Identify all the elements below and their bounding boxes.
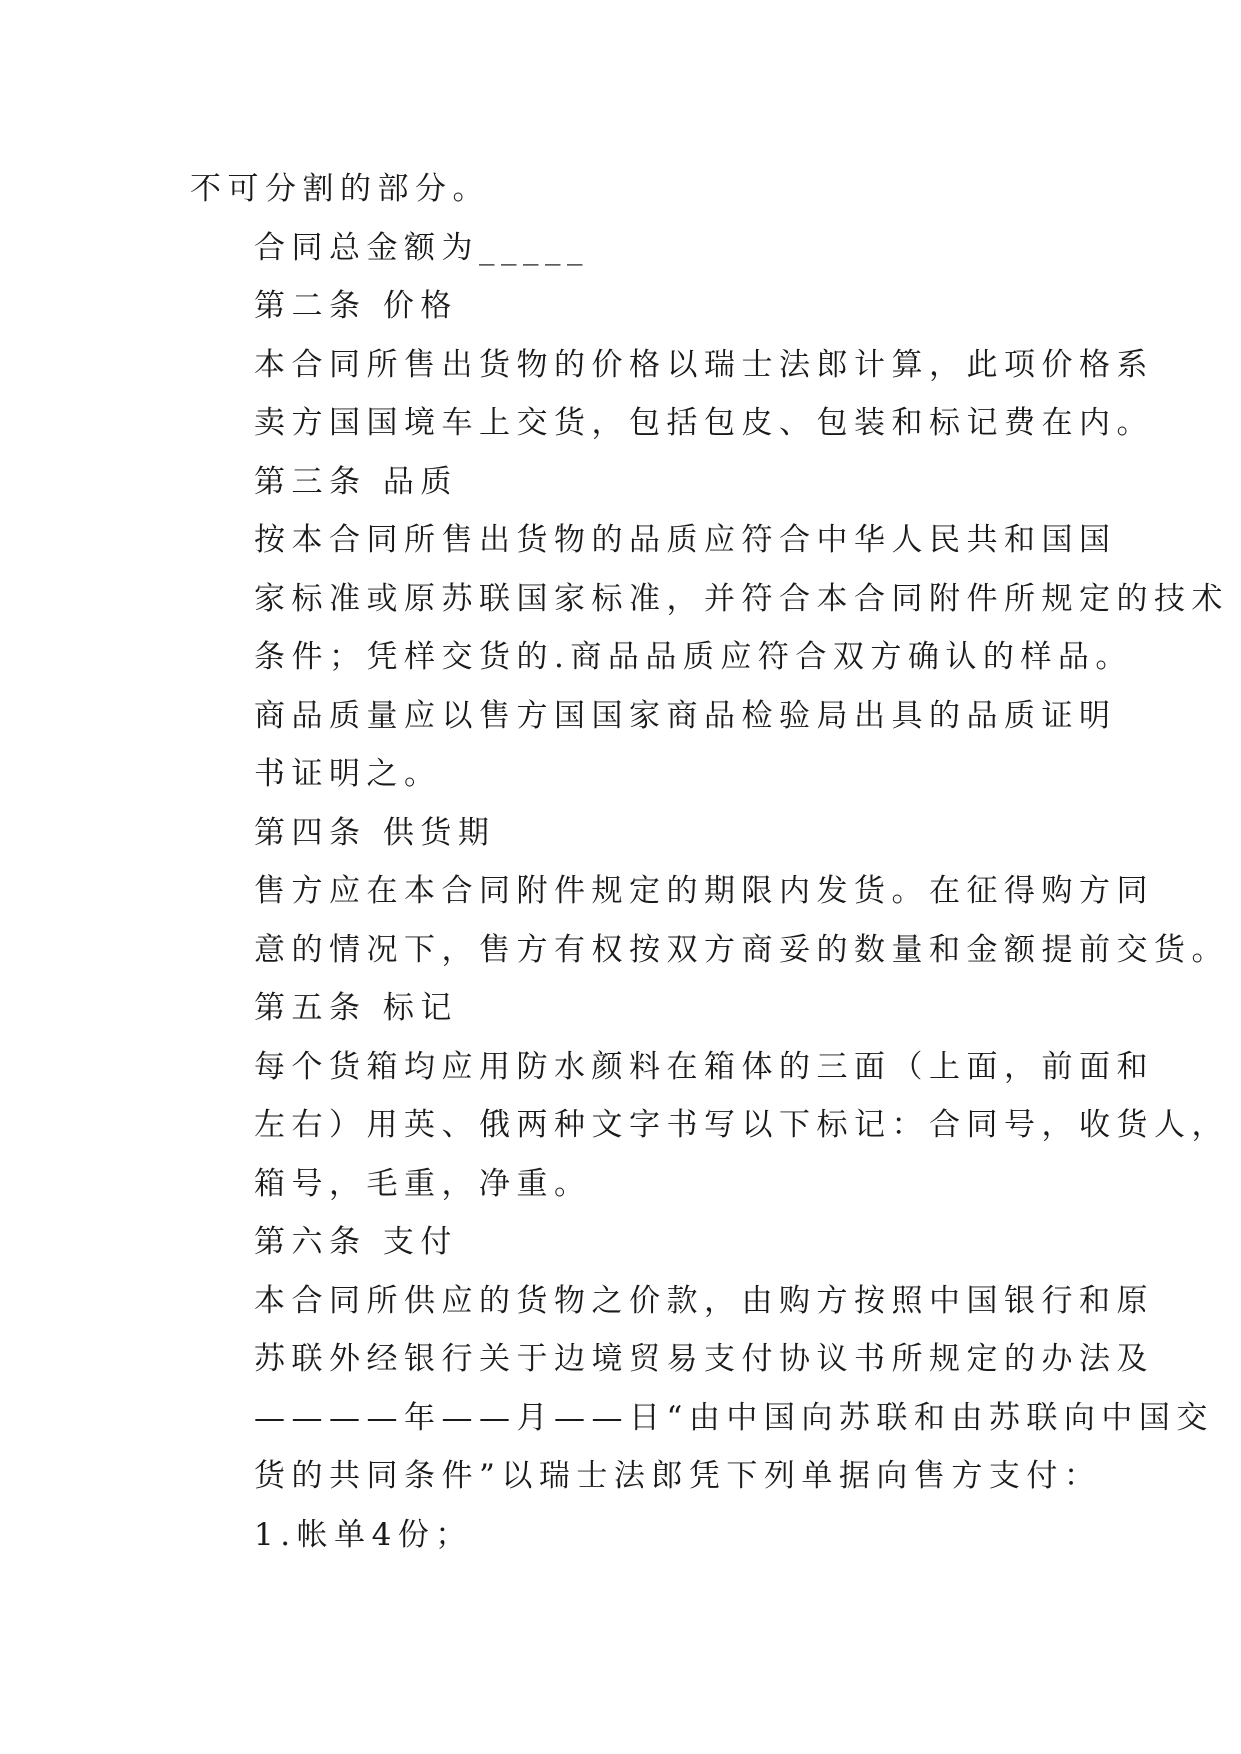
text-line: 第三条 品质: [254, 463, 458, 500]
paragraph-p10: [190, 979, 1070, 1038]
text-line: 意的情况下，售方有权按双方商妥的数量和金额提前交货。: [254, 931, 1229, 968]
paragraph-p05: [190, 453, 1070, 512]
text-line: 每个货箱均应用防水颜料在箱体的三面（上面，前面和: [254, 1048, 1154, 1085]
paragraph-p04: [190, 336, 1154, 453]
text-line: 本合同所供应的货物之价款，由购方按照中国银行和原: [254, 1282, 1154, 1319]
paragraph-p09: [190, 862, 1229, 979]
document-page: [190, 160, 1229, 1564]
text-line: 不可分割的部分。: [190, 171, 490, 207]
paragraph-p06: [190, 511, 1229, 687]
text-line: ————年——月——日“由中国向苏联和由苏联向中国交: [254, 1399, 1214, 1436]
text-line: 合同总金额为_____: [254, 229, 589, 266]
text-line: 1.帐单4份；: [254, 1516, 473, 1553]
text-line: 卖方国国境车上交货，包括包皮、包装和标记费在内。: [254, 405, 1154, 441]
text-line: 第五条 标记: [254, 990, 458, 1026]
text-line: 售方应在本合同附件规定的期限内发货。在征得购方同: [254, 873, 1154, 909]
text-line: 本合同所售出货物的价格以瑞士法郎计算，此项价格系: [254, 346, 1154, 383]
text-line: 第二条 价格: [254, 288, 458, 324]
paragraph-p13: [190, 1272, 1214, 1506]
paragraph-p11: [190, 1038, 1229, 1214]
text-line: 第六条 支付: [254, 1224, 458, 1260]
text-line: 商品质量应以售方国国家商品检验局出具的品质证明: [254, 697, 1117, 734]
text-line: 按本合同所售出货物的品质应符合中华人民共和国国: [254, 522, 1117, 558]
paragraph-p02: [190, 219, 1070, 278]
text-line: 货的共同条件”以瑞士法郎凭下列单据向售方支付：: [254, 1458, 1102, 1494]
paragraph-p12: [190, 1213, 1070, 1272]
text-line: 箱号，毛重，净重。: [254, 1165, 592, 1202]
paragraph-p08: [190, 804, 1070, 863]
paragraph-p07: [190, 687, 1117, 804]
text-line: 左右）用英、俄两种文字书写以下标记：合同号，收货人，: [254, 1107, 1229, 1143]
paragraph-p14: [190, 1506, 1070, 1565]
text-line: 书证明之。: [254, 756, 442, 792]
paragraph-p01: [190, 160, 1070, 219]
paragraph-p03: [190, 277, 1070, 336]
text-line: 家标准或原苏联国家标准，并符合本合同附件所规定的技术: [254, 580, 1229, 617]
text-line: 第四条 供货期: [254, 814, 496, 851]
text-line: 条件；凭样交货的.商品品质应符合双方确认的样品。: [254, 639, 1133, 675]
text-line: 苏联外经银行关于边境贸易支付协议书所规定的办法及: [254, 1341, 1154, 1377]
